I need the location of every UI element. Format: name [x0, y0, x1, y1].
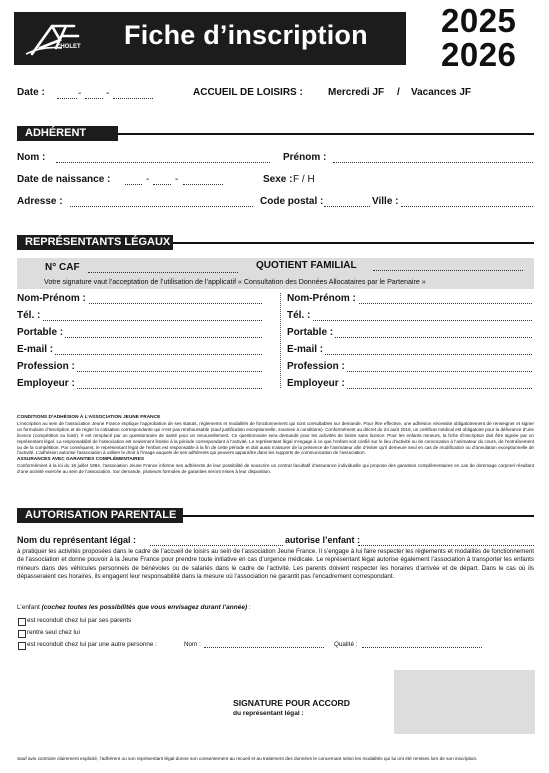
autorisation-paragraph: à pratiquer les activités proposées dans le cadre de l’accueil de loisirs au sein de l’association Jeune France. Il s’engage à lui faire respecter les règlements et modalités de fonctionnement de l’association et donne pouvoir à la Jeune France pour prendre toute initiative en cas d’urgence médicale. Le représentant légal autorise également l’association à transporter les enfants mineurs dans des véhicules personnels de bénévoles ou de salariés dans le cadre de l’activité. Les parents doivent respecter les horaires d’arrivée et de départ. Dans le cas où ils dépasseraient ces horaires, ils engagent leur responsabilité dans la mesure où l’association ne garantit pas l’encadrement correspondant. [17, 548, 534, 580]
date-day-field[interactable] [57, 89, 77, 99]
option-autre-checkbox[interactable] [18, 642, 26, 650]
page-title: Fiche d’inscription [124, 20, 368, 50]
nom-representant-field[interactable] [150, 536, 283, 546]
signature-subtitle: du représentant légal : [233, 710, 304, 717]
representant-1-row [17, 327, 262, 341]
autorisation-section-title: AUTORISATION PARENTALE [17, 508, 183, 523]
date-month-field[interactable] [85, 89, 103, 99]
caf-label: N° CAF [45, 262, 80, 273]
representants-section-title: REPRÉSENTANTS LÉGAUX [17, 235, 173, 250]
representant-1-row [17, 378, 262, 392]
adherent-section-title: ADHÉRENT [17, 126, 118, 141]
representant-2-row [287, 327, 532, 341]
quotient-field[interactable] [373, 261, 523, 271]
representant-1-field-label: Profession : [17, 361, 75, 372]
slash-separator: / [397, 87, 400, 98]
adresse-label: Adresse : [17, 196, 63, 207]
naissance-year-field[interactable] [183, 175, 223, 185]
naissance-month-field[interactable] [153, 175, 171, 185]
autorise-enfant-label: autorise l’enfant : [285, 535, 361, 545]
year-bottom: 2026 [441, 36, 517, 73]
date-year-field[interactable] [113, 89, 153, 99]
representant-1-row [17, 361, 262, 375]
representant-2-row [287, 293, 532, 307]
autre-qualite-label: Qualité : [334, 641, 358, 648]
autre-nom-field[interactable] [204, 640, 324, 648]
quotient-label: QUOTIENT FAMILIAL [256, 260, 357, 271]
sexe-options[interactable]: F / H [293, 174, 315, 185]
year-top: 2025 [441, 2, 517, 39]
naissance-label: Date de naissance : [17, 174, 111, 185]
date-label: Date : [17, 87, 45, 98]
code-postal-field[interactable] [324, 197, 370, 207]
representant-2-field-label: Nom-Prénom : [287, 293, 356, 304]
adherent-section-header [17, 126, 534, 141]
representant-1-row [17, 310, 262, 324]
accueil-label: ACCUEIL DE LOISIRS : [193, 87, 303, 98]
representant-1-row [17, 344, 262, 358]
option-parents-checkbox[interactable] [18, 618, 26, 626]
caf-signature-note: Votre signature vaut l’acceptation de l’utilisation de l’applicatif « Consultation des Données Allocataires par le Partenaire » [44, 278, 426, 286]
representant-1-field-input[interactable] [17, 311, 262, 321]
representant-2-field-input[interactable] [287, 311, 532, 321]
assurances-title: ASSURANCES AVEC GARANTIES COMPLÉMENTAIRES [17, 457, 145, 463]
representant-1-field-label: Employeur : [17, 378, 75, 389]
representant-2-row [287, 344, 532, 358]
autorisation-section-header [17, 508, 534, 523]
vacances-option[interactable]: Vacances JF [411, 87, 472, 98]
option-autre-label: est reconduit chez lui par une autre personne : [27, 641, 157, 648]
representant-1-field-label: Portable : [17, 327, 64, 338]
ville-field[interactable] [401, 197, 533, 207]
representant-2-field-label: Profession : [287, 361, 345, 372]
sexe-label: Sexe : [263, 174, 293, 185]
option-seul-checkbox[interactable] [18, 630, 26, 638]
representant-1-row [17, 293, 262, 307]
enfant-intro: L’enfant (cochez toutes les possibilités que vous envisagez durant l’année) : [17, 604, 251, 611]
footer-note: Sauf avis contraire clairement explicité, l’adhérent ou son représentant légal donne son consentement au recueil et au traitement des données le concernant selon les modalités qui lui ont été remises lors de son inscription. [17, 756, 478, 761]
representant-1-field-label: E-mail : [17, 344, 54, 355]
representant-1-field-label: Nom-Prénom : [17, 293, 86, 304]
signature-box[interactable] [394, 670, 535, 734]
naissance-day-field[interactable] [125, 175, 142, 185]
assurances-text: Conformément à la loi du 16 juillet 1984, l’association Jeune France informe ses adhérents de leur possibilité de souscrire un contrat facultatif d’assurance individuelle qui propose des garanties complémentaires en cas de dommage corporel résultant d’une activité exercée au sein de l’association. Sur demande, plusieurs formules de garanties seront mises à leur disposition. [17, 463, 534, 475]
option-seul-label: rentre seul chez lui [27, 629, 80, 636]
option-parents-label: est reconduit chez lui par ses parents [27, 617, 132, 624]
nom-representant-label: Nom du représentant légal : [17, 535, 137, 545]
autorise-enfant-field[interactable] [358, 536, 534, 546]
prenom-field[interactable] [333, 153, 533, 163]
prenom-label: Prénom : [283, 152, 327, 163]
representant-2-row [287, 361, 532, 375]
representant-2-field-label: Employeur : [287, 378, 345, 389]
jf-logo-icon [22, 18, 100, 58]
autre-nom-label: Nom : [184, 641, 201, 648]
conditions-title: CONDITIONS D’ADHÉSION À L’ASSOCIATION JEUNE FRANCE [17, 415, 161, 420]
caf-field[interactable] [88, 263, 238, 273]
mercredi-option[interactable]: Mercredi JF [328, 87, 385, 98]
enfant-label: L’enfant [17, 604, 40, 611]
code-postal-label: Code postal : [260, 196, 324, 207]
representant-2-row [287, 310, 532, 324]
conditions-text: L’inscription au sein de l’association Jeune France implique l’approbation de ses statuts, règlements et modalités de fonctionnement qui sont consultables sur demande. Pour être effective, une adhésion nécessite obligatoirement de renseigner et signer un formulaire d’inscription et de régler la cotisation correspondante qui n’est pas remboursable (sauf justification exceptionnelle, soumise à conditions). Conformément au décret du 24 août 2016, un certificat médical est obligatoire pour la délivrance d’une licence (compétition ou loisir). Il est remplacé par un questionnaire de santé pour un renouvellement. Ce questionnaire sera demandé pour les activités de loisirs sans licence. Pour les enfants mineurs, la fiche d’inscription doit être signée par un représentant légal. La responsabilité de l’association est seulement limitée à la période correspondant à l’activité. Le représentant légal s’engage à ce que l’enfant soit confié sur le lieu d’activité ou de convocation à l’animateur du cours, de l’entraînement ou de la compétition. Par conséquent, le représentant légal de l’enfant est responsable à la fin de cette période et doit aussi s’assurer de la présence de l’animateur afin d’éviter qu’il demeure seul en cas de modification ou d’annulation exceptionnelle de l’activité. L’adhésion autorise l’association à utiliser le droit à l’image auquels de ses adhérents qui peuvent apparaître dans les supports de communication de l’association. [17, 420, 534, 456]
signature-title: SIGNATURE POUR ACCORD [233, 698, 350, 708]
adresse-field[interactable] [70, 197, 253, 207]
representant-2-row [287, 378, 532, 392]
column-divider [280, 293, 281, 388]
representant-2-field-label: Portable : [287, 327, 334, 338]
nom-label: Nom : [17, 152, 46, 163]
ville-label: Ville : [372, 196, 399, 207]
conditions-block [17, 414, 534, 475]
autre-qualite-field[interactable] [362, 640, 482, 648]
representant-2-field-label: Tél. : [287, 310, 311, 321]
representants-section-header [17, 235, 534, 250]
enfant-hint: (cochez toutes les possibilités que vous envisagez durant l’année) [41, 604, 248, 611]
representant-2-field-label: E-mail : [287, 344, 324, 355]
representant-1-field-label: Tél. : [17, 310, 41, 321]
logo-text: CHOLET [56, 44, 81, 50]
nom-field[interactable] [56, 153, 270, 163]
